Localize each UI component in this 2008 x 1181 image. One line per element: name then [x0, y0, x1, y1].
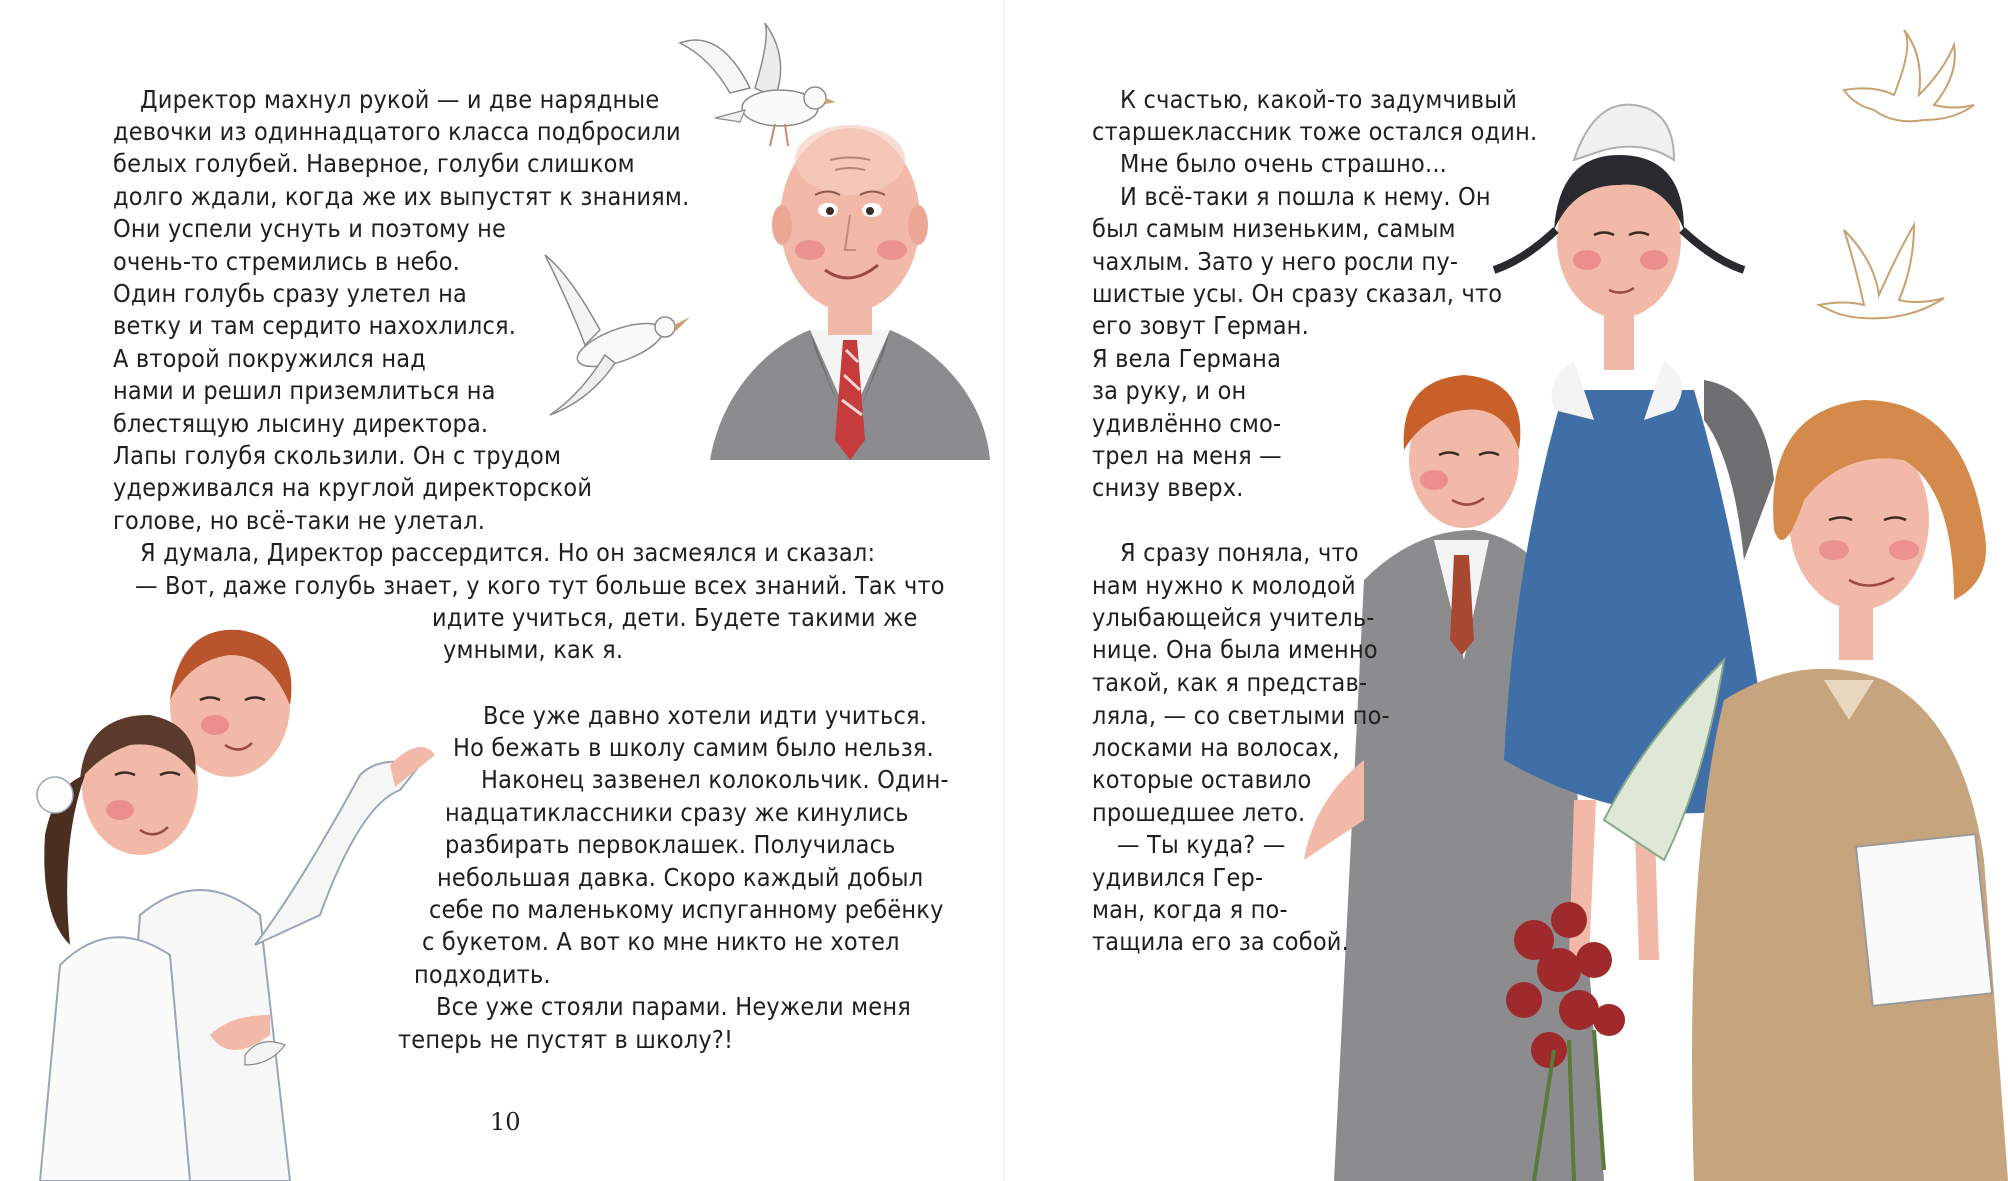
text-line: шистые усы. Он сразу сказал, что	[1092, 279, 1503, 308]
girls-illustration	[0, 615, 440, 1181]
text-line: прошедшее лето.	[1092, 798, 1306, 827]
text-line: Но бежать в школу самим было нельзя.	[453, 733, 934, 762]
text-line: голове, но всё-таки не улетал.	[113, 506, 486, 535]
text-line: нам нужно к молодой	[1092, 571, 1356, 600]
page-number: 10	[490, 1108, 521, 1136]
text-line: себе по маленькому испуганному ребёнку	[429, 895, 944, 924]
text-line: — Ты куда? —	[1117, 830, 1286, 859]
text-line: Один голубь сразу улетел на	[113, 279, 467, 308]
text-line: долго ждали, когда же их выпустят к знаниям.	[113, 182, 690, 211]
text-line: Все уже давно хотели идти учиться.	[483, 701, 928, 730]
text-line: улыбающейся учитель-	[1092, 603, 1375, 632]
text-line: очень-то стремились в небо.	[113, 247, 461, 276]
text-line: девочки из одиннадцатого класса подбросили	[113, 117, 681, 146]
text-line: ман, когда я по-	[1092, 895, 1288, 924]
text-line: умными, как я.	[443, 635, 624, 664]
text-line: — Вот, даже голубь знает, у кого тут больше всех знаний. Так что	[135, 571, 945, 600]
text-line: нице. Она была именно	[1092, 635, 1378, 664]
text-line: которые оставило	[1092, 765, 1312, 794]
text-line: Наконец зазвенел колокольчик. Один-	[481, 765, 949, 794]
text-line: удивлённо смо-	[1092, 409, 1282, 438]
text-line: К счастью, какой-то задумчивый	[1120, 85, 1518, 114]
text-line: снизу вверх.	[1092, 473, 1244, 502]
text-line: Лапы голубя скользили. Он с трудом	[113, 441, 562, 470]
text-line: нами и решил приземлиться на	[113, 376, 496, 405]
text-line: тащила его за собой.	[1092, 927, 1349, 956]
text-line: ветку и там сердито нахохлился.	[113, 311, 517, 340]
text-line: чахлым. Зато у него росли пу-	[1092, 247, 1459, 276]
text-line: трел на меня —	[1092, 441, 1282, 470]
text-line: И всё-таки я пошла к нему. Он	[1120, 182, 1491, 211]
text-line: такой, как я представ-	[1092, 668, 1368, 697]
text-line: идите учиться, дети. Будете такими же	[432, 603, 918, 632]
text-line: ляла, — со светлыми по-	[1092, 701, 1390, 730]
text-line: Директор махнул рукой — и две нарядные	[140, 85, 660, 114]
text-line: блестящую лысину директора.	[113, 409, 489, 438]
text-line: был самым низеньким, самым	[1092, 214, 1456, 243]
text-line: старшеклассник тоже остался один.	[1092, 117, 1538, 146]
dove-icon	[660, 18, 840, 158]
book-gutter	[1003, 0, 1005, 1181]
text-line: с букетом. А вот ко мне никто не хотел	[422, 927, 900, 956]
text-line: теперь не пустят в школу?!	[398, 1025, 734, 1054]
text-line: разбирать первоклашек. Получилась	[445, 830, 896, 859]
text-line: удерживался на круглой директорской	[113, 473, 593, 502]
text-line: Они успели уснуть и поэтому не	[113, 214, 507, 243]
text-line: белых голубей. Наверное, голуби слишком	[113, 149, 635, 178]
text-line: удивился Гер-	[1092, 863, 1264, 892]
text-line: Я сразу поняла, что	[1120, 538, 1359, 567]
text-line: Я думала, Директор рассердится. Но он засмеялся и сказал:	[140, 538, 876, 567]
text-line: за руку, и он	[1092, 376, 1247, 405]
text-line: подходить.	[414, 960, 551, 989]
text-line: Я вела Германа	[1092, 344, 1282, 373]
text-line: надцатиклассники сразу же кинулись	[445, 798, 909, 827]
text-line: его зовут Герман.	[1092, 311, 1309, 340]
text-line: лосками на волосах,	[1092, 733, 1340, 762]
dove-icon	[530, 245, 710, 425]
text-line: Мне было очень страшно...	[1120, 149, 1448, 178]
text-line: небольшая давка. Скоро каждый добыл	[437, 863, 924, 892]
text-line: А второй покружился над	[113, 344, 426, 373]
text-line: Все уже стояли парами. Неужели меня	[436, 992, 911, 1021]
